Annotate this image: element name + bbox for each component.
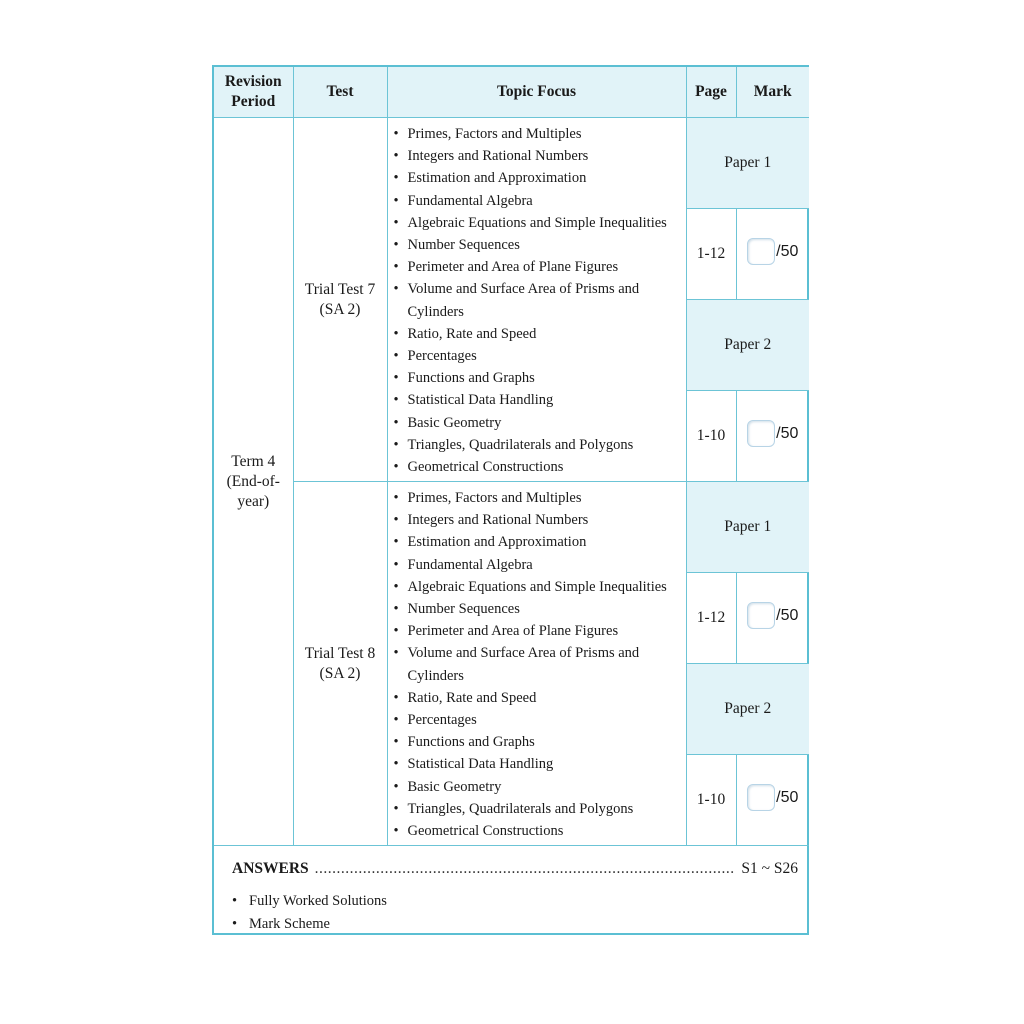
answers-item: • Fully Worked Solutions bbox=[232, 890, 798, 913]
topic-item: • Integers and Rational Numbers bbox=[392, 145, 686, 167]
topic-item: • Algebraic Equations and Simple Inequalities bbox=[392, 576, 686, 598]
mark-entry-box[interactable] bbox=[747, 420, 775, 447]
mark-total: /50 bbox=[776, 606, 799, 624]
mark-entry-box[interactable] bbox=[747, 238, 775, 265]
topic-item: • Statistical Data Handling bbox=[392, 389, 686, 411]
topic-item: • Fundamental Algebra bbox=[392, 554, 686, 576]
topic-item: • Primes, Factors and Multiples bbox=[392, 487, 686, 509]
test-7-topics-cell bbox=[387, 118, 686, 482]
test-7-topic-list bbox=[388, 118, 686, 478]
header-mark: Mark bbox=[736, 67, 809, 118]
test-8-topics-cell bbox=[387, 482, 686, 846]
answers-item: • Mark Scheme bbox=[232, 913, 798, 936]
test-7-paper-2-label: Paper 2 bbox=[686, 300, 809, 391]
dot-leader bbox=[315, 860, 736, 878]
answers-title: ANSWERS bbox=[232, 860, 309, 877]
test-8-paper-2-label: Paper 2 bbox=[686, 664, 809, 755]
test-8-paper-2-mark bbox=[736, 755, 809, 846]
contents-table bbox=[214, 67, 809, 846]
mark-total: /50 bbox=[776, 242, 799, 260]
test-8-paper-1-mark bbox=[736, 573, 809, 664]
header-page: Page bbox=[686, 67, 736, 118]
topic-item: • Volume and Surface Area of Prisms and Cylinders bbox=[392, 278, 686, 322]
test-8-topic-list bbox=[388, 482, 686, 842]
topic-item: • Ratio, Rate and Speed bbox=[392, 323, 686, 345]
test-7-paper-1-mark bbox=[736, 209, 809, 300]
revision-period-cell: Term 4 (End-of- year) bbox=[214, 118, 293, 846]
topic-item: • Fundamental Algebra bbox=[392, 190, 686, 212]
topic-item: • Triangles, Quadrilaterals and Polygons bbox=[392, 798, 686, 820]
topic-item: • Algebraic Equations and Simple Inequalities bbox=[392, 212, 686, 234]
topic-item: • Perimeter and Area of Plane Figures bbox=[392, 620, 686, 642]
topic-item: • Ratio, Rate and Speed bbox=[392, 687, 686, 709]
topic-item: • Estimation and Approximation bbox=[392, 531, 686, 553]
header-row bbox=[214, 67, 809, 118]
test-7-paper-1-label: Paper 1 bbox=[686, 118, 809, 209]
test-7-name-cell: Trial Test 7 (SA 2) bbox=[293, 118, 387, 482]
topic-item: • Geometrical Constructions bbox=[392, 820, 686, 842]
test-8-paper-1-label: Paper 1 bbox=[686, 482, 809, 573]
header-topic-focus: Topic Focus bbox=[387, 67, 686, 118]
topic-item: • Number Sequences bbox=[392, 598, 686, 620]
header-revision-period: Revision Period bbox=[214, 67, 293, 118]
topic-item: • Integers and Rational Numbers bbox=[392, 509, 686, 531]
topic-item: • Primes, Factors and Multiples bbox=[392, 123, 686, 145]
header-test: Test bbox=[293, 67, 387, 118]
contents-sheet bbox=[212, 65, 809, 935]
test-8-paper-2-pages: 1-10 bbox=[686, 755, 736, 846]
mark-entry-box[interactable] bbox=[747, 602, 775, 629]
mark-entry-box[interactable] bbox=[747, 784, 775, 811]
topic-item: • Functions and Graphs bbox=[392, 731, 686, 753]
test-7-paper-1-pages: 1-12 bbox=[686, 209, 736, 300]
test-8-row-paper-1-label bbox=[214, 482, 809, 573]
topic-item: • Percentages bbox=[392, 709, 686, 731]
topic-item: • Volume and Surface Area of Prisms and Cylinders bbox=[392, 642, 686, 686]
topic-item: • Geometrical Constructions bbox=[392, 456, 686, 478]
test-8-paper-1-pages: 1-12 bbox=[686, 573, 736, 664]
topic-item: • Triangles, Quadrilaterals and Polygons bbox=[392, 434, 686, 456]
topic-item: • Perimeter and Area of Plane Figures bbox=[392, 256, 686, 278]
test-7-paper-2-pages: 1-10 bbox=[686, 391, 736, 482]
topic-item: • Basic Geometry bbox=[392, 412, 686, 434]
test-7-paper-2-mark bbox=[736, 391, 809, 482]
mark-total: /50 bbox=[776, 788, 799, 806]
topic-item: • Functions and Graphs bbox=[392, 367, 686, 389]
topic-item: • Number Sequences bbox=[392, 234, 686, 256]
answers-section bbox=[232, 860, 798, 936]
topic-item: • Estimation and Approximation bbox=[392, 167, 686, 189]
answers-list bbox=[232, 890, 798, 936]
answers-entry bbox=[232, 860, 798, 878]
topic-item: • Basic Geometry bbox=[392, 776, 686, 798]
answers-pages: S1 ~ S26 bbox=[741, 860, 798, 877]
topic-item: • Statistical Data Handling bbox=[392, 753, 686, 775]
topic-item: • Percentages bbox=[392, 345, 686, 367]
test-7-row-paper-1-label bbox=[214, 118, 809, 209]
test-8-name-cell: Trial Test 8 (SA 2) bbox=[293, 482, 387, 846]
mark-total: /50 bbox=[776, 424, 799, 442]
